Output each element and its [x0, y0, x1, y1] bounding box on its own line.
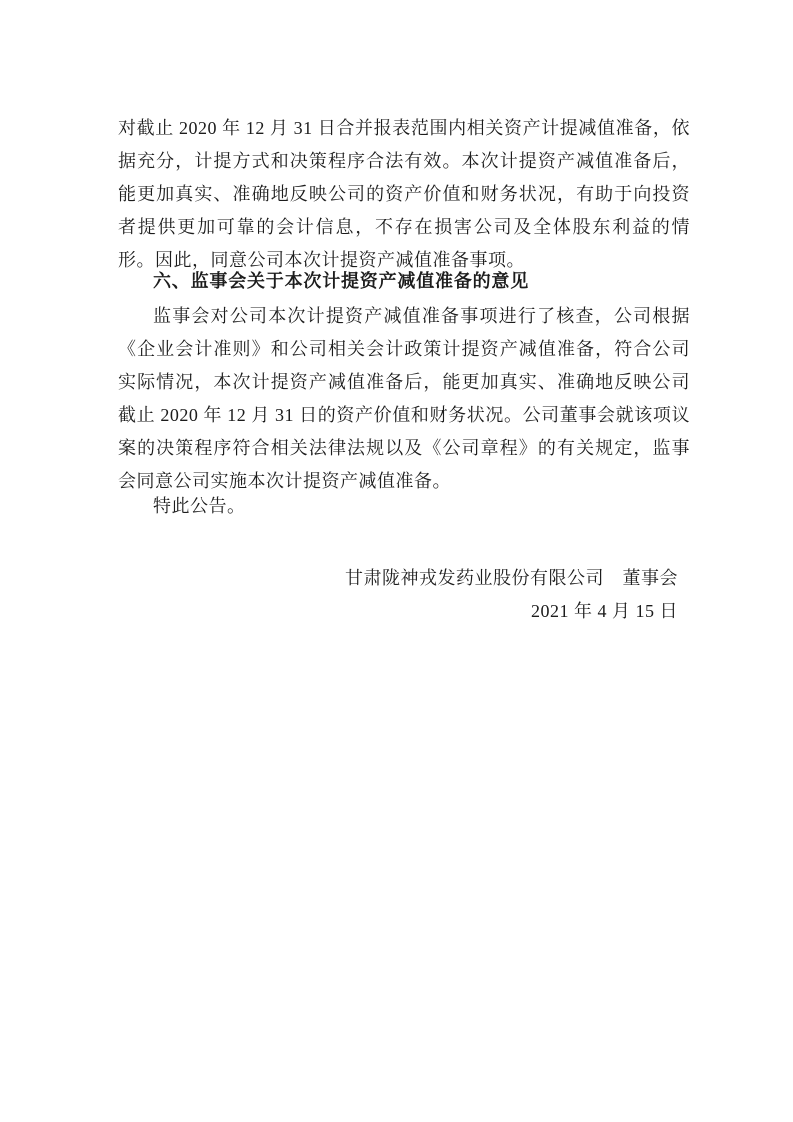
signature-block	[118, 562, 690, 628]
signature-date: 2021 年 4 月 15 日	[531, 601, 678, 621]
paragraph-continuation: 对截止 2020 年 12 月 31 日合并报表范围内相关资产计提减值准备，依据充分，计提方式和决策程序合法有效。本次计提资产减值准备后，能更加真实、准确地反映公司的资产价值和财务状况，有助于向投资者提供更加可靠的会计信息，不存在损害公司及全体股东利益的情形。因此，同意公司本次计提资产减值准备事项。	[118, 118, 690, 270]
closing-statement: 特此公告。	[153, 496, 246, 516]
section-heading-supervisory-board-opinion: 六、监事会关于本次计提资产减值准备的意见	[153, 270, 529, 291]
section-body-supervisory-board-opinion: 监事会对公司本次计提资产减值准备事项进行了核查，公司根据《企业会计准则》和公司相关会计政策计提资产减值准备，符合公司实际情况，本次计提资产减值准备后，能更加真实、准确地反映公司截止 2020 年 12 月 31 日的资产价值和财务状况。公司董事会就该项议案的决策程序符合相关法律法规以及《公司章程》的有关规定，监事会同意公司实施本次计提资产减值准备。	[118, 306, 690, 491]
signature-company: 甘肃陇神戎发药业股份有限公司 董事会	[345, 568, 678, 588]
